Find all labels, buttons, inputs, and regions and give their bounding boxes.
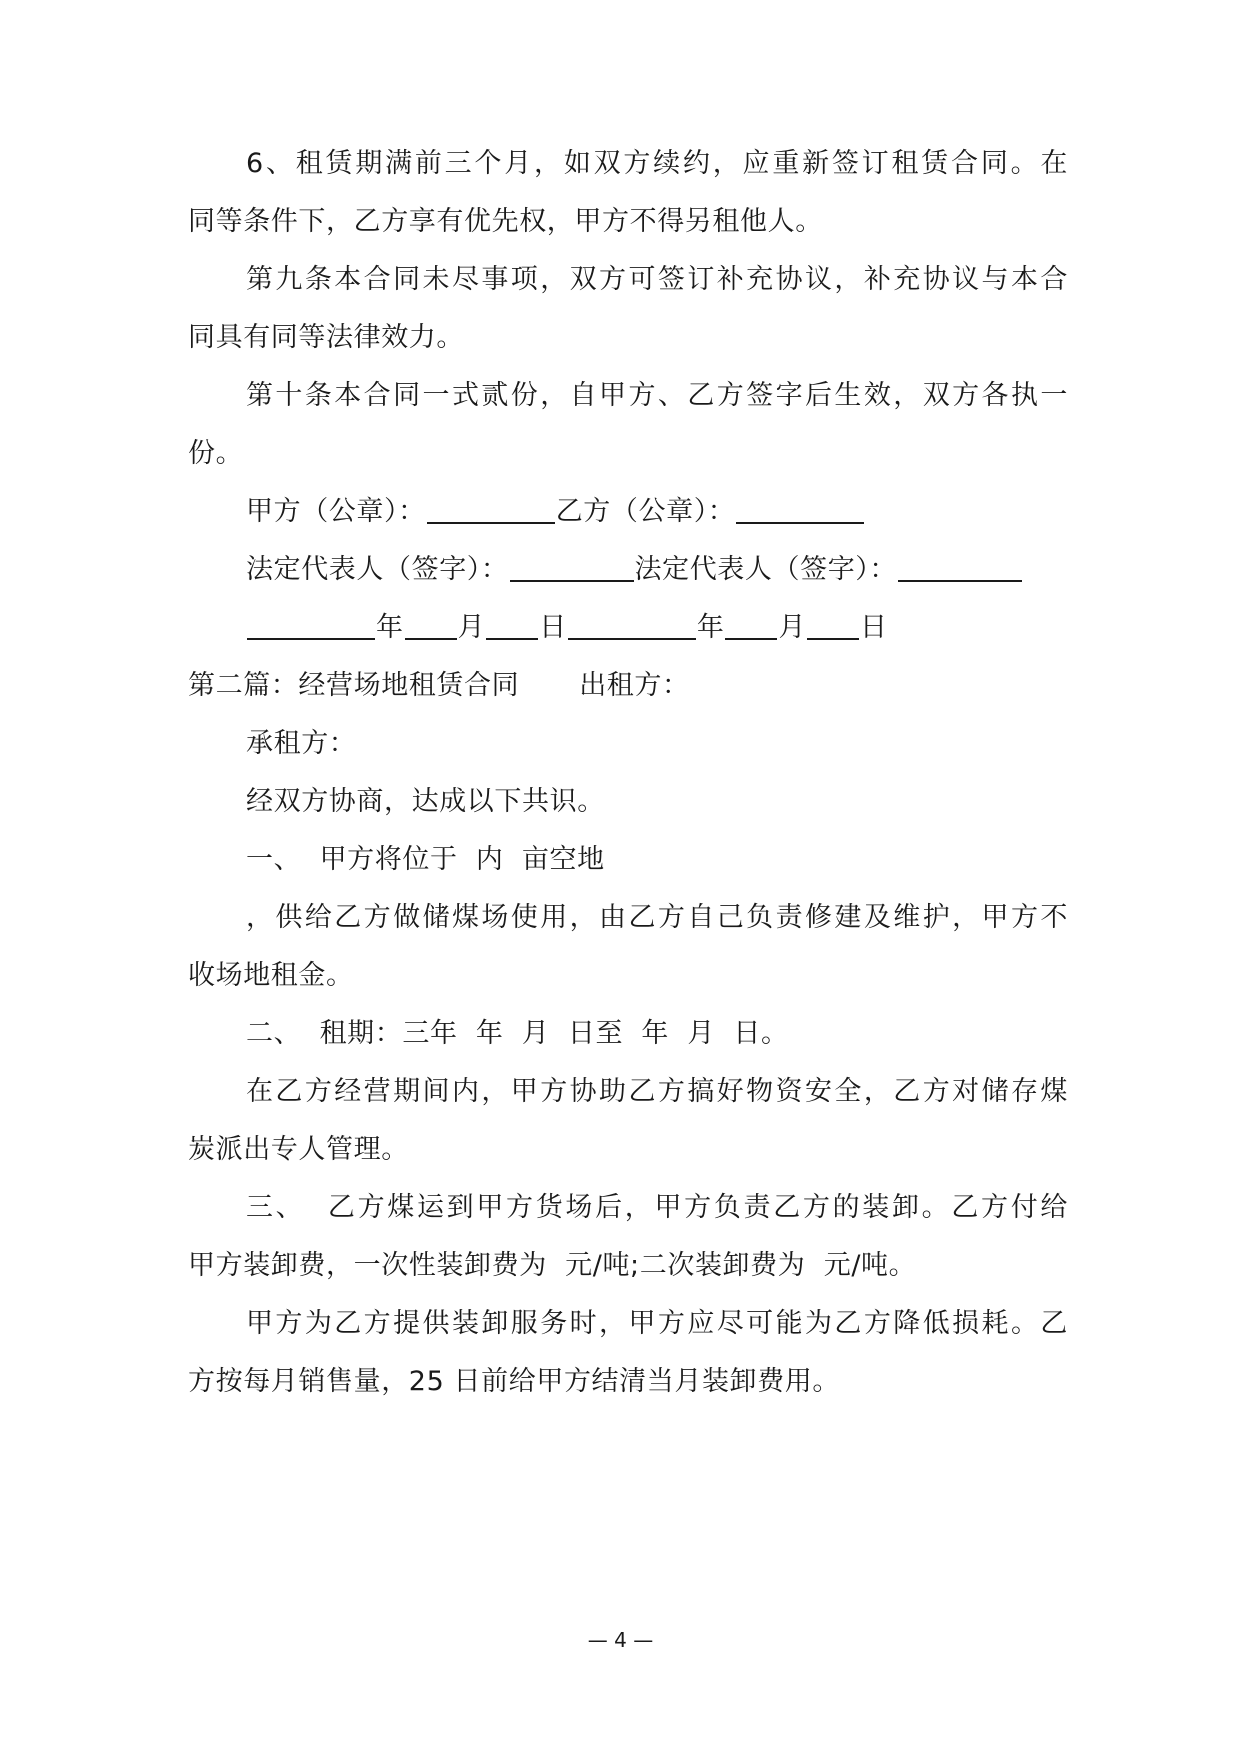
- date-b-day-label: 日: [860, 612, 888, 643]
- paragraph-line: ，供给乙方做储煤场使用，由乙方自己负责修建及维护，甲方不: [246, 902, 1068, 933]
- paragraph-line: 在乙方经营期间内，甲方协助乙方搞好物资安全，乙方对储存煤: [246, 1076, 1068, 1107]
- date-b-year-blank: [568, 608, 696, 640]
- party-b-seal-blank: [736, 492, 864, 524]
- legal-rep-line: [246, 550, 1068, 590]
- date-a-day-blank: [486, 608, 538, 640]
- paragraph-line: 第九条本合同未尽事项，双方可签订补充协议，补充协议与本合: [246, 264, 1068, 295]
- paragraph-line: 第十条本合同一式贰份，自甲方、乙方签字后生效，双方各执一: [246, 380, 1068, 411]
- paragraph-line: 收场地租金。: [188, 960, 354, 991]
- clause-two-line: 二、 租期：三年 年 月 日至 年 月 日。: [246, 1018, 789, 1049]
- paragraph-line: 方按每月销售量，25 日前给甲方结清当月装卸费用。: [188, 1366, 840, 1397]
- party-a-seal-blank: [427, 492, 555, 524]
- paragraph-line: 甲方装卸费，一次性装卸费为 元/吨;二次装卸费为 元/吨。: [188, 1250, 917, 1281]
- party-a-rep-blank: [510, 550, 634, 582]
- date-a-day-label: 日: [539, 612, 567, 643]
- date-b-day-blank: [807, 608, 859, 640]
- clause-one-line: 一、 甲方将位于 内 亩空地: [246, 844, 605, 875]
- party-b-rep-label: 法定代表人（签字）：: [634, 554, 897, 585]
- party-b-seal-label: 乙方（公章）：: [555, 496, 736, 527]
- paragraph-line: 甲方为乙方提供装卸服务时，甲方应尽可能为乙方降低损耗。乙: [246, 1308, 1068, 1339]
- paragraph-line: 份。: [188, 438, 244, 469]
- signature-seal-line: [246, 492, 1068, 532]
- date-b-month-blank: [725, 608, 777, 640]
- date-a-year-blank: [247, 608, 375, 640]
- paragraph-line: 6、租赁期满前三个月，如双方续约，应重新签订租赁合同。在: [246, 148, 1068, 179]
- date-line: [246, 608, 1068, 648]
- date-b-month-label: 月: [778, 612, 807, 643]
- paragraph-line: 同等条件下，乙方享有优先权，甲方不得另租他人。: [188, 206, 823, 237]
- party-a-seal-label: 甲方（公章）：: [246, 496, 426, 527]
- clause-three-line: 三、 乙方煤运到甲方货场后，甲方负责乙方的装卸。乙方付给: [246, 1192, 1068, 1223]
- paragraph-line: 经双方协商，达成以下共识。: [246, 786, 605, 817]
- party-a-rep-label: 法定代表人（签字）：: [246, 554, 509, 585]
- section-heading-line: [188, 666, 1068, 706]
- date-b-year-label: 年: [696, 612, 725, 643]
- date-a-month-blank: [405, 608, 457, 640]
- date-a-month-label: 月: [457, 612, 486, 643]
- lessor-label: 出租方：: [579, 670, 690, 701]
- party-b-rep-blank: [898, 550, 1022, 582]
- paragraph-line: 同具有同等法律效力。: [188, 322, 464, 353]
- paragraph-line: 炭派出专人管理。: [188, 1134, 409, 1165]
- page-number: — 4 —: [587, 1628, 654, 1652]
- lessee-label: 承租方：: [246, 728, 357, 759]
- date-a-year-label: 年: [376, 612, 404, 643]
- section-title: 第二篇：经营场地租赁合同: [188, 670, 520, 701]
